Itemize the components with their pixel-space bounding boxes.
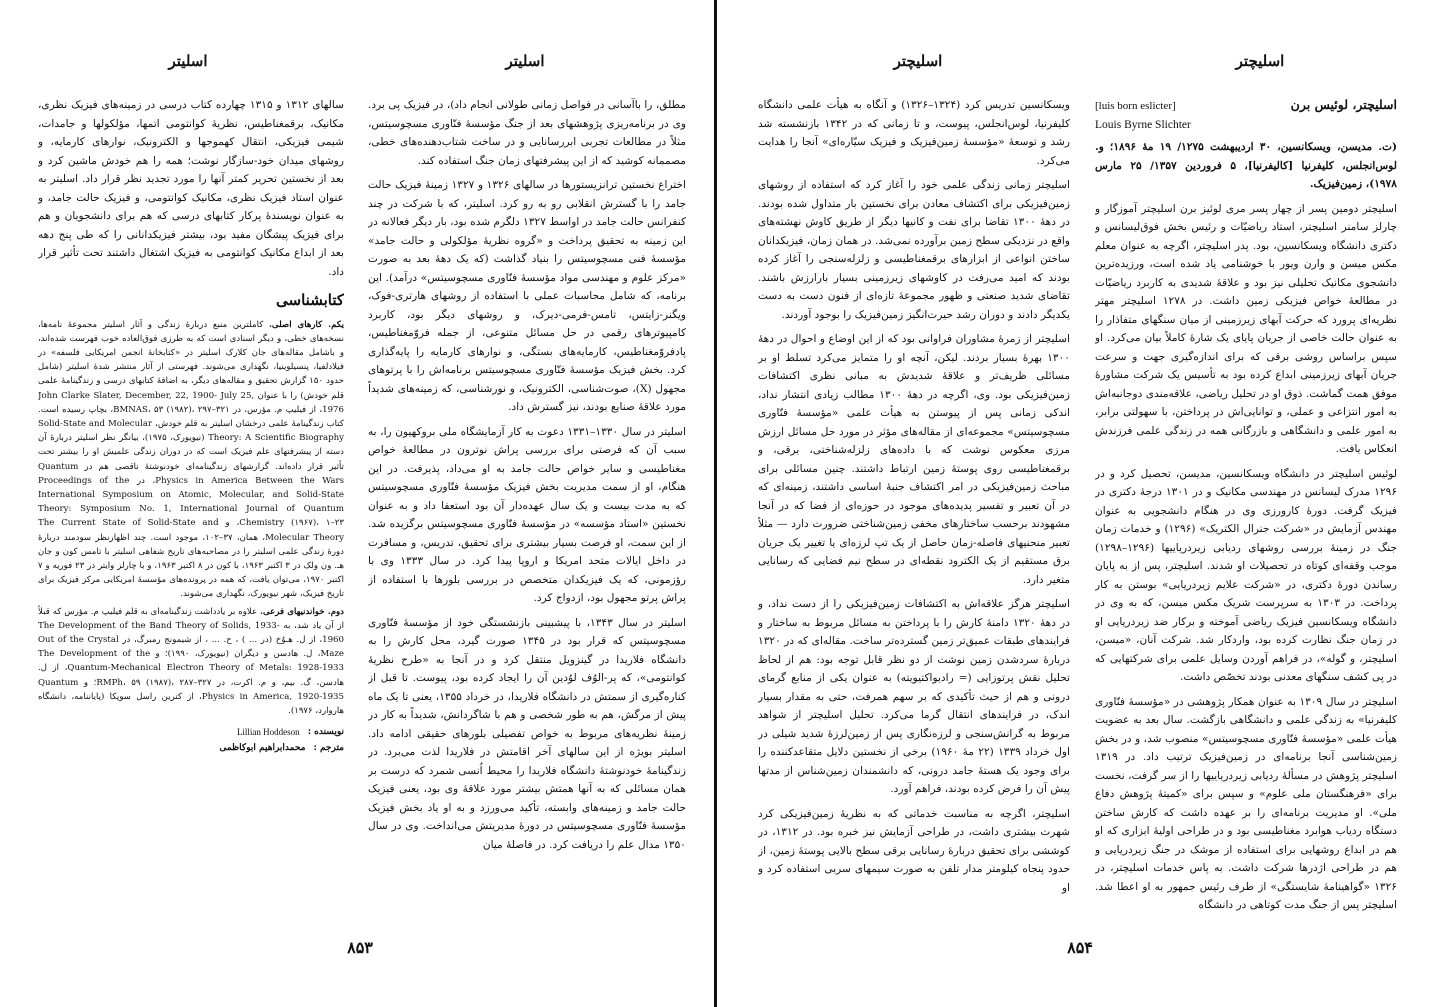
bibliography xyxy=(38,318,344,719)
paragraph: لوئیس اسلیچتر در دانشگاه ویسکانسین، مدیسن، تحصیل کرد و در ۱۲۹۶ مدرک لیسانس در مهندسی مکانیک و در ۱۳۰۱ درجهٔ دکتری در فیزیک گرفت. دورهٔ کارورزی وی در هنگام دانشجویی به عنوان مهندس آزمایش در «شرکت جنرال الکتریک» (۱۲۹۶) و خدمات زمان جنگ در زمینهٔ بررسی روشهای ردیابی زیردریاییها (۱۲۹۶–۱۲۹۸) موجب وقفه‌ای کوتاه در تحصیلات او شدند. اسلیچتر، پس از به پایان رساندن دورهٔ دکتری، در «شرکت علایم زیردریایی» بوستن به کار پرداخت. در ۱۳۰۳ به سرپرست شریک مکس میسن، که به وی در دانشگاه ویسکانسین فیزیک ریاضی آموخته و برکار ضد زیردریایی او در زمان جنگ نظارت کرده بود، واردکار شد. شرکت آنان، «میسن، اسلیچتر، و گوله»، در فراهم آوردن وسایل علمی برای شرکتهایی که در پی کشف سنگهای معدنی بودند تخصّص داشت. xyxy=(1095,467,1397,683)
slichter-column-2 xyxy=(758,96,1070,926)
bibliography-item-lead: دوم. خواندنیهای فرعی. xyxy=(260,606,344,617)
slater-column-4 xyxy=(38,96,344,926)
bibliography-item xyxy=(38,605,344,719)
page-number-left: ۸۵۳ xyxy=(347,938,373,957)
bibliography-item-text: علاوه بر یادداشت زندگینامه‌ای به قلم فیلیپ م. مؤرس که قبلاً از آن یاد شد، به The Development of the Band Theory of Solids, 1933-1960، از ل. هـوُخ (در ... ) ، ح. ... ، از شیمونج رمبرگ، در Out of the Crystal Maze، ل. هادسن و دیگران (نیویورک، ۱۹۹۰)؛ و The Development of the Quantum-Mechanical Electron Theory of Metals: 1928-1933، از ل. هادسن، گ. بیم، و م. اکرت، در RMPh، ۵۹ (۱۹۸۷)، ۲۸۷–۳۲۷؛ و Quantum Physics in America, 1920-1935، از کترین راسل سوپکا (پایاننامه، دانشگاه هاروارد، ۱۹۷۶). xyxy=(38,606,344,716)
paragraph: اسلیچتر، اگرچه به مناسبت خدماتی که به نظریهٔ زمین‌فیزیکی کرد شهرت بیشتری داشت، در طراحی آزمایش نیز خبره بود. در ۱۳۱۲، در کوششی برای تحقیق دربارهٔ رسانایی برقی سطح بالایی پوستهٔ زمین، از حدود پنجاه کیلومتر مدار تلفن به صورت سیمهای سربی استفاده کرد و او xyxy=(758,807,1070,894)
running-header-right-page-inner: اسلیچتر xyxy=(893,52,943,70)
running-header-left-page-inner: اسلیتر xyxy=(505,52,545,70)
author-label: نویسنده : xyxy=(307,727,344,738)
page-number-right: ۸۵۴ xyxy=(1067,938,1093,957)
paragraph: اسلیچتر از زمرهٔ مشاوران فراوانی بود که از این اوضاع و احوال در دههٔ ۱۳۰۰ بهرهٔ بسیار بردند. لیکن، آنچه او را متمایز می‌کرد تسلط او بر مسائلی ظریف‌تر و علاقهٔ شدیدش به مبانی نظری اکتشافات زمین‌فیزیکی بود. وی، اگرچه در دههٔ ۱۳۰۰ مطالب زیادی انتشار نداد، اندکی زمانی پس از پیوستن به هیأت علمی «مؤسسهٔ فنّاوری مسچوسیتس» مجموعه‌ای از مقاله‌های مؤثر در مورد حل مسائل ارزش مرزی معکوس نوشت که با داده‌های زلزله‌شناختی، برقی، و برقمغناطیسی روی پوستهٔ زمین ارتباط داشتند. چنین مسائلی برای مباحث زمین‌فیزیکی در امر اکتشاف جنبهٔ اساسی داشتند، زمینه‌ای که در آن تعبیر و تفسیر پدیده‌های موجود در حوزه‌ای از فضا که در آنجا مشهودند برحسب ساختارهای مخفی زمین‌شناختی ضرورت دارد — مثلاً تعبیر منحنیهای فاصله-زمان حاصل از یک تپ لرزه‌ای یا تغییر یک جریان برق مستقیم از یک الکترود نقطه‌ای در سطح نیم فضایی که رسانایی متغیر دارد. xyxy=(758,333,1070,586)
paragraph: اسلیتر در سال ۱۳۴۳، با پیشبینی بازنشستگی خود از مؤسسهٔ فنّاوری مسچوسیتس که قرار بود در ۱۳۴۵ صورت گیرد، محل کارش را به دانشگاه فلاریدا در گینزویل منتقل کرد و در آنجا به «طرح نظریهٔ کوانتومی»، که پر-الوُف لوُدین آن را ایجاد کرده بود، پیوست. تا قبل از کناره‌گیری از سمتش در دانشگاه فلاریدا، در خرداد ۱۳۵۵، یعنی تا یک ماه پیش از مرگش، هم به طور شخصی و هم با شاگردانش، شدیداً به کار در زمینهٔ نظریه‌های مربوط به خواص تفصیلی بلورهای حقیقی ادامه داد. اسلیتر بویژه از این سالهای آخر اقامتش در فلاریدا لذت می‌برد. در زندگینامهٔ خودنوشتهٔ دانشگاه فلاریدا را محیط اُنسی شمرد که درست بر همان مسائلی که به آنها همتش بیشتر مورد علاقهٔ وی بود، یعنی فیزیک حالت جامد و زمینه‌های وابسته، تأکید می‌ورزد و به او یاد بخش فیزیک مؤسسهٔ فنّاوری مسچوسیتس در دورهٔ مدیریتش می‌انداخت. وی در سال ۱۳۵۰ مدال علم را دریافت کرد. در فاصلهٔ میان xyxy=(368,616,686,851)
paragraph: ویسکانسین تدریس کرد (۱۳۲۴–۱۳۲۶) و آنگاه به هیأت علمی دانشگاه کلیفرنیا، لوس‌انجلس، پیوست، و تا زمانی که در ۱۳۴۲ بازنشسته شد رشد و توسعهٔ «مؤسسهٔ زمین‌فیزیک و فیزیک سیّاره‌ای» آنجا را هدایت می‌کرد. xyxy=(758,99,1070,167)
paragraph: اسلیچتر هرگز علاقه‌اش به اکتشافات زمین‌فیزیکی را از دست نداد، و در دههٔ ۱۳۲۰ دامنهٔ کارش را با پرداختن به مسائل مربوط به ساختار و فرایندهای طبقات عمیق‌تر زمین گسترده‌تر ساخت. مقاله‌ای که در ۱۳۲۰ دربارهٔ سردشدن زمین نوشت از دو نظر قابل توجه بود: هم از لحاظ تحلیل نقش پرتوزایی (= رادیواکتیویته) به عنوان یکی از منابع گرمای درونی و هم از حیث تأکیدی که بر سهم همرفت، حتی به مقدار بسیار اندک، در فرایندهای انتقال گرما می‌کرد. تحلیل اسلیچتر از شواهد مربوط به گرانش‌سنجی و لرزه‌نگاری پس از زمین‌لرزهٔ شدید شیلی در اول خرداد ۱۳۳۹ (۲۲ مهٔ ۱۹۶۰) برخی از نخستین دلایل متقاعدکننده را برای وجود یک هستهٔ جامد درونی، که دانشمندان زمین‌شناس از مدتها پیش آن را فرض کرده بودند، فراهم آورد. xyxy=(758,598,1070,795)
article-credits xyxy=(38,724,344,756)
bibliography-item-text: کاملترین منبع دربارهٔ زندگی و آثار اسلیتر مجموعهٔ نامه‌ها، نسخه‌های خطی، و دیگر اسنادی است که به طرزی فوق‌العاده خوب فهرست شده‌اند، و باشامل مقاله‌های جان کلارک اسلیتر در «کتابخانهٔ انجمن امریکایی فلسفه» در فیلادلفیا، پنسیلوینیا، نگهداری می‌شوند. فهرستی از آثار منتشر شدهٔ اسلیتر (شامل حدود ۱۵۰ گزارش تحقیق و مقاله‌های دیگر، به اضافهٔ کتابهای درسی و زندگینامهٔ علمی قلم خودش) را با عنوان John Clarke Slater, December, 22, 1900- July 25, 1976، از فیلیپ م. مؤرس، در BMNAS، ۵۳ (۱۹۸۲)، ۲۹۷–۳۲۱، بچاپ رسیده است. کتاب زندگینامهٔ علمی درخشان اسلیتر به قلم خودش، Solid-State and Molecular Theory: A Scientific Biography (نیویورک، ۱۹۷۵)، بیانگر نظر اسلیتر دربارهٔ آن دسته از پیشرفتهای علم فیزیک است که در دوران زندگی علمیش او را بیشتر تحت تأثیر قرار داده‌اند. گزارشهای زندگینامه‌ای خودنوشتهٔ ناقصی هم در Quantum Physics in America Between the Wars، در Proceedings of the International Symposium on Atomic, Molecular, and Solid-State Theory: Symposium No. 1, International Journal of Quantum Chemistry (۱۹۶۷)، ۱–۲۳، و The Current State of Solid-State and Molecular Theory، همان، ۳۷–۱۰۲، موجود است. چند اظهارنظر سودمند دربارهٔ دورهٔ زندگی علمی اسلیتر را در مصاحبه‌های تاریخ شفاهی اسلیتر با تامس کون و جان هـ. ون ولک در ۳ اکتبر ۱۹۶۳، با کون در ۸ اکتبر ۱۹۶۳، و با چارلز وایتر در ۲۳ فوریه و ۷ اکتبر ۱۹۷۰، می‌توان یافت، که همه در پرونده‌های مؤسسهٔ امریکایی مرکز فیزیک برای تاریخ فیزیک، شهر نیویورک، نگهداری می‌شوند. xyxy=(38,319,344,600)
entry-latin-name: Louis Byrne Slichter xyxy=(1095,118,1191,131)
paragraph: اسلیتر در سال ۱۳۳۰–۱۳۳۱ دعوت به کار آزمایشگاه ملی بروکهیون را، به سبب آن که فرصتی برای بررسی پراش نوترون در مطالعهٔ خواص مغناطیسی و سایر خواص حالت جامد به او می‌داد، پذیرفت. در این هنگام، او از سمت مدیریت بخش فیزیک مؤسسهٔ فنّاوری مسچوسیتس که به مدت بیست و یک سال عهده‌دار آن بود استعفا داد و به عنوان نخستین «استاد مؤسسه» در مؤسسهٔ فنّاوری مسچوسیتس برگزیده شد. از این سمت، او فرصت بسیار بیشتری برای تحقیق، تدریس، و مسافرت در داخل ایالات متحد امریکا و اروپا پیدا کرد. در سال ۱۳۳۳ وی با رؤزمونی، که یک فیزیکدان متخصص در بررسی بلورها با استفاده از پراش پرتو مجهول بود، ازدواج کرد. xyxy=(368,425,686,604)
bibliography-item xyxy=(38,318,344,602)
running-header-left-page-outer: اسلیتر xyxy=(168,52,208,70)
paragraph: اختراع نخستین ترانزیستورها در سالهای ۱۳۲۶ و ۱۳۲۷ زمینهٔ فیزیک حالت جامد را با گسترش انقلابی رو به رو کرد. اسلیتر، که با شرکت در چند کنفرانس حالت جامد در اواسط ۱۳۲۷ دلگرم شده بود، بار دیگر فعالانه در این زمینه به تحقیق پرداخت و «گروه نظریهٔ مؤلکولی و حالت جامد» مؤسسهٔ فنی مسچوسیتس را بنیاد گذاشت (که یک دههٔ بعد به صورت «مرکز علوم و مهندسی مواد مؤسسهٔ فنّاوری مسچوسیتس» درآمد). این برنامه، که شامل محاسبات عملی با استفاده از روشهای هارتری-فوک، ویگنر-زایتس، تامس-فرمی-دیرک، و روشهای دیگر بود، کاربرد کامپیوترهای رقمی در حل مسائل متنوعی، از جمله فروّمغناطیس، پادفروّمغناطیس، کارمایه‌های بستگی، و نوارهای کارمایه را پایه‌گذاری کرد. بخش فیزیک مؤسسهٔ فنّاوری مسچوسیتس برنامه‌اش را با پرتوهای مجهول (X)، صوت‌شناسی، الکترونیک، و نورشناسی، که زمینه‌های شدیداً مورد علاقهٔ صنایع بودند، نیز گسترش داد. xyxy=(368,179,686,413)
paragraph: اسلیچتر دومین پسر از چهار پسر مری لوئیز برن اسلیچتر آموزگار و چارلز سامنر اسلیچتر، استاد ریاضیّات و رئیس بخش فوق‌لیسانس و دکتری دانشگاه ویسکانسین، بود. پدر اسلیچتر، اگرچه به عنوان معلم مکس میسن و وارن ویور با خوشنامی یاد شده است، ورزیده‌ترین دانشجوی مکانیک تحلیلی نیز بود و علاقهٔ شدیدی به کاربرد ریاضیّات در مطالعهٔ خواص فیزیکی زمین داشت. در ۱۲۷۸ اسلیچتر مهتر نظریه‌ای پرورد که حرکت آبهای زیرزمینی از میان سنگهای متفاذار را به عنوان حالت خاصی از جریان پایای یک شارهٔ کاملاً بیان می‌کرد. او سپس براساس روشی برقی که برای اندازه‌گیری جهت و سرعت جریان آبهای زیرزمینی ابداع کرده بود به تأسیس یک شرکت مشاورهٔ موفق همت گماشت. ذوق او در تحلیل ریاضی، علاقه‌مندی دوجانبه‌اش به امور انتزاعی و عملی، و توانایی‌اش در پرداختن، با سهولتی برابر، به امور علمی و دانشگاهی و بازرگانی همه در زندگی علمی فرزندش انعکاس یافت. xyxy=(1095,202,1397,455)
translator-name: محمدابراهیم ابوکاظمی xyxy=(219,743,306,754)
paragraph: مطلق، را باآسانی در فواصل زمانی طولانی انجام داد)، در فیزیک پی برد. وی در برنامه‌ریزی پژوهشهای بعد از جنگ مؤسسهٔ فنّاوری مسچوسیتس، مثلاً در مطالعات تجربی ابررسانایی و در ساخت شتاب‌دهنده‌های خطی، مصممانه کوشید که از این پیشرفتهای زمان جنگ استفاده کند. xyxy=(368,99,686,167)
bibliography-heading: کتابشناسی xyxy=(276,291,344,309)
running-header-right-page-outer: اسلیچتر xyxy=(1235,52,1285,70)
bibliography-item-lead: یکم. کارهای اصلی. xyxy=(268,319,344,330)
translator-label: مترجم : xyxy=(313,743,344,754)
paragraph: سالهای ۱۳۱۲ و ۱۳۱۵ چهارده کتاب درسی در زمینه‌های فیزیک نظری، مکانیک، برقمغناطیس، نظریهٔ کوانتومی اتمها، مؤلکولها و جامدات، شیمی فیزیکی، انتقال کهموجها و الکترونیک، نوارهای کارمایه، و روشهای میدان خود-سازگار نوشت؛ همه را هم خودش ماشین کرد و بعد از نخستین تحریر کمتر آنها را مورد تجدید نظر قرار داد. اسلیتر به عنوان استاد فیزیک نظری، مکانیک کوانتومی، و فیزیک حالت جامد، و به عنوان نویسندهٔ پرکار کتابهای درسی که هم برای دانشجویان و هم برای فیزیک پیشگان مفید بود، بیشتر فیزیکدانانی را که طی پنج دهه بعد از ابداع مکانیک کوانتومی به فیزیک اشتغال داشتند تحت تأثیر قرار داد. xyxy=(38,99,344,278)
entry-headword: اسلیچتر، لوئیس برن xyxy=(1290,97,1397,112)
slichter-column-1 xyxy=(1095,96,1397,926)
paragraph: اسلیچتر در سال ۱۳۰۹ به عنوان همکار پژوهشی در «مؤسسهٔ فنّاوری کلیفرنیا» به زندگی علمی و دانشگاهی بازگشت. سال بعد به عضویت هیأت علمی «مؤسسهٔ فنّاوری مسچوسیتس» منصوب شد، و در بخش زمین‌شناسی آنجا برنامه‌ای در زمین‌فیزیک ترتیب داد. در ۱۳۱۹ اسلیچتر پژوهش در مسألهٔ ردیابی زیردریاییها را از سر گرفت، نخست برای «فرهنگستان ملی علوم» و سپس برای «کمیتهٔ پژوهش دفاع ملی». او مدیریت برنامه‌ای را بر عهده داشت که کارش ساختن دستگاه ردیاب هوابرد مغناطیسی بود و در طراحی اولیهٔ ابزاری که او هم در ابداع روشهایی برای استفاده از موشک در جنگ زیردریایی و هم در طراحی اژدرها شرکت داشت. به پاس خدمات اسلیچتر، در ۱۳۲۶ «گواهینامهٔ شایستگی» از طرف رئیس جمهور به او اعطا شد. اسلیچتر پس از جنگ مدت کوتاهی در دانشگاه xyxy=(1095,695,1397,911)
author-name: Lillian Hoddeson xyxy=(236,727,300,738)
paragraph: اسلیچتر زمانی زندگی علمی خود را آغاز کرد که استفاده از روشهای زمین‌فیزیکی برای اکتشاف معادن برای نخستین بار متداول شده بودند. در دههٔ ۱۳۰۰ تقاضا برای نفت و کانیها دیگر از طریق کاوش نهشته‌های واقع در نزدیکی سطح زمین برآورده نمی‌شد. در همان زمان، فیزیکدانان ساختن انواعی از ابزارهای برقمغناطیسی و زلزله‌سنجی را آغاز کرده بودند که امید می‌رفت در کاوشهای زیرزمینی بسیار بارارزش باشند. تقاضای شدید صنعتی و ظهور مجموعهٔ تازه‌ای از فنون دست به دست یکدیگر دادند و دوران رشد حیرت‌انگیز زمین‌فیزیک را بوجود آوردند. xyxy=(758,179,1070,321)
slater-column-3 xyxy=(368,96,686,926)
page-gutter-divider xyxy=(714,0,717,1007)
entry-birth-death: (ت. مدیسن، ویسکانسین، ۳۰ اردیبهشت ۱۲۷۵/ ۱۹ مهٔ ۱۸۹۶؛ و. لوس‌انجلس، کلیفرنیا [کالیفرنیا]، ۵ فروردین ۱۳۵۷/ ۲۵ مارس ۱۹۷۸)، زمین‌فیزیک. xyxy=(1095,141,1397,190)
entry-pronunciation: [luis born eslicter] xyxy=(1095,100,1176,112)
